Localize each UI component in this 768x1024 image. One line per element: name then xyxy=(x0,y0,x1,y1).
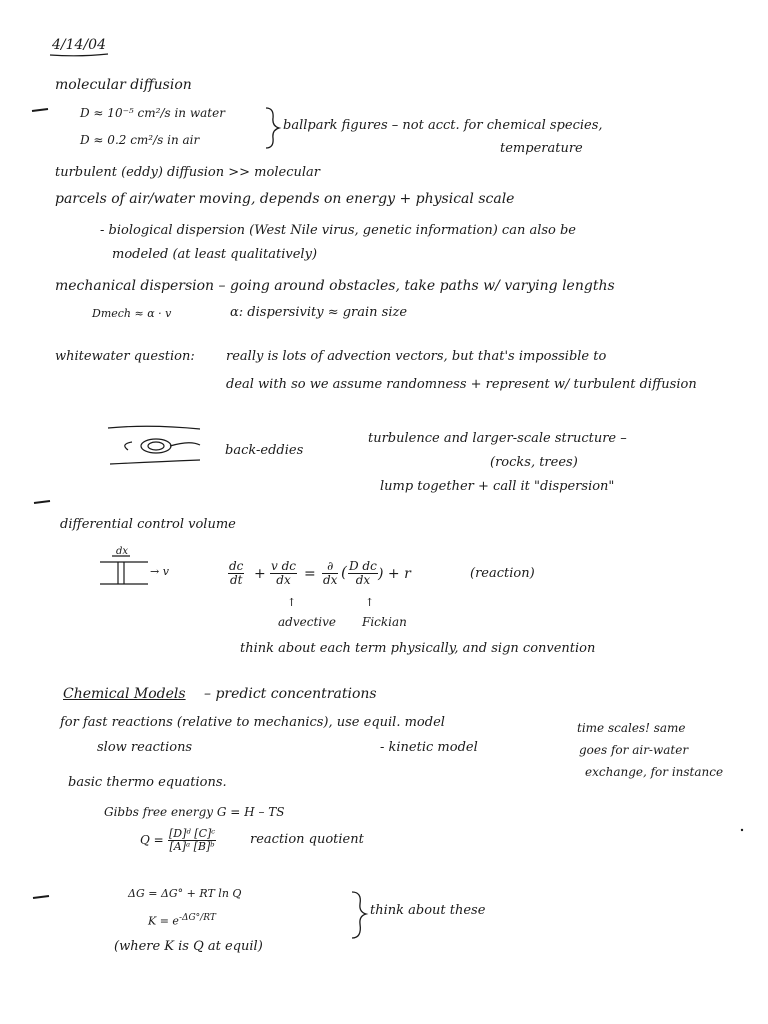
fast-reactions: for fast reactions (relative to mechanics), use equil. model xyxy=(60,715,445,730)
thermo-equations: basic thermo equations. xyxy=(68,775,227,790)
control-volume-heading: differential control volume xyxy=(60,517,236,532)
think-about-these: think about these xyxy=(370,903,486,918)
slow-reactions: slow reactions xyxy=(97,740,193,755)
gibbs-free-energy: Gibbs free energy G = H – TS xyxy=(104,805,285,819)
delta-g-equation: ΔG = ΔG° + RT ln Q xyxy=(128,887,242,900)
plus-sign: + xyxy=(254,566,266,582)
fickian-arrow: ↑ xyxy=(365,596,375,609)
bio-dispersion-2: modeled (at least qualitatively) xyxy=(112,247,318,262)
mechanical-line: mechanical dispersion – going around obstacles, take paths w/ varying lengths xyxy=(55,278,615,294)
date-underline xyxy=(50,54,108,56)
dispersivity: α: dispersivity ≈ grain size xyxy=(230,305,408,320)
think-brace xyxy=(352,892,366,938)
time-scales-note-2: goes for air-water xyxy=(579,743,689,757)
parcels-line: parcels of air/water moving, depends on energy + physical scale xyxy=(55,191,515,207)
dmech-equation: Dmech ≈ α · v xyxy=(92,307,172,320)
turbulence-line3: lump together + call it "dispersion" xyxy=(380,479,615,494)
turbulence-line1: turbulence and larger-scale structure – xyxy=(368,431,627,446)
equals-sign: = xyxy=(304,566,316,582)
q-numerator: [D]ᵈ [C]ᶜ xyxy=(169,827,216,840)
back-eddy-sketch xyxy=(108,426,200,464)
whitewater-line1: really is lots of advection vectors, but that's impossible to xyxy=(226,349,607,364)
where-k-equil: (where K is Q at equil) xyxy=(114,939,263,954)
time-scales-note: time scales! same xyxy=(577,721,686,735)
turbulence-line2: (rocks, trees) xyxy=(490,455,578,470)
dx-label: dx xyxy=(116,546,129,557)
partial-numerator: ∂ xyxy=(322,560,338,574)
left-paren: ( xyxy=(341,563,347,581)
control-volume-sketch xyxy=(100,556,148,584)
velocity-arrow: → v xyxy=(150,565,169,578)
ddc-denominator: dx xyxy=(355,572,371,587)
diffusion-air: D ≈ 0.2 cm²/s in air xyxy=(80,133,200,147)
kinetic-model: - kinetic model xyxy=(380,740,478,755)
margin-dash-1 xyxy=(32,109,48,111)
whitewater-line2: deal with so we assume randomness + represent w/ turbulent diffusion xyxy=(226,377,697,392)
dx-denominator: dx xyxy=(276,572,291,587)
ballpark-brace xyxy=(266,108,279,148)
reaction-label: (reaction) xyxy=(470,566,535,581)
back-eddies-label: back-eddies xyxy=(225,443,304,458)
diffusion-water: D ≈ 10⁻⁵ cm²/s in water xyxy=(80,106,225,120)
whitewater-label: whitewater question: xyxy=(55,349,195,364)
margin-dash-2 xyxy=(34,501,50,503)
molecular-heading: molecular diffusion xyxy=(55,77,192,93)
chemical-models-heading: Chemical Models xyxy=(63,686,186,702)
ddc-numerator: D dc xyxy=(349,559,377,573)
stray-dot xyxy=(741,829,743,831)
vdc-numerator: v dc xyxy=(271,559,296,573)
reaction-term: ) + r xyxy=(378,566,411,582)
q-label: Q = xyxy=(140,833,164,847)
turbulent-line: turbulent (eddy) diffusion >> molecular xyxy=(55,165,320,180)
date: 4/14/04 xyxy=(52,37,106,53)
dc-numerator: dc xyxy=(229,559,244,573)
bio-dispersion: - biological dispersion (West Nile virus, genetic information) can also be xyxy=(100,223,577,238)
q-denominator: [A]ᵃ [B]ᵇ xyxy=(169,839,215,853)
chemical-models-sub: – predict concentrations xyxy=(204,686,377,702)
ballpark-note-2: temperature xyxy=(500,141,583,156)
dt-denominator: dt xyxy=(229,572,243,587)
k-base: K = e xyxy=(148,914,179,928)
advective-arrow: ↑ xyxy=(287,596,297,609)
reaction-quotient: reaction quotient xyxy=(250,832,364,847)
think-each-term: think about each term physically, and sign convention xyxy=(240,641,596,656)
time-scales-note-3: exchange, for instance xyxy=(585,765,724,779)
fickian-label: Fickian xyxy=(362,615,407,629)
k-exponent: -ΔG°/RT xyxy=(178,913,216,923)
advective-label: advective xyxy=(278,615,336,629)
partial-denominator: dx xyxy=(323,572,338,587)
ballpark-note: ballpark figures – not acct. for chemical species, xyxy=(283,118,603,133)
margin-dash-3 xyxy=(33,896,49,898)
